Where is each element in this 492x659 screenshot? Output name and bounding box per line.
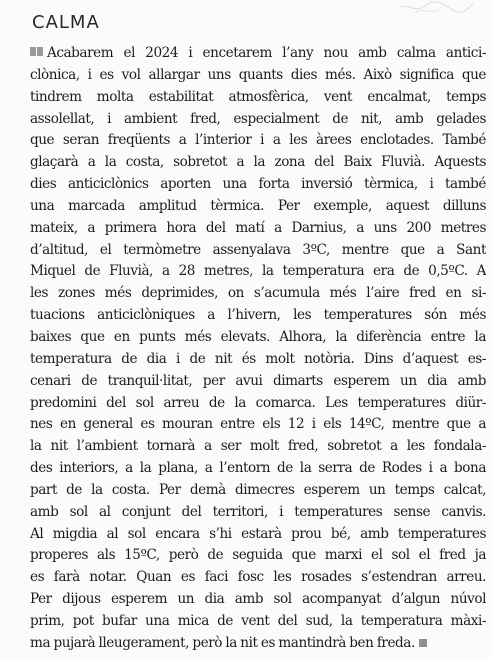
article-line: cenari de tranquil·litat, per avui dimarts esperem un dia amb [30, 372, 486, 389]
article-line: des interiors, a la plana, a l’entorn de la serra de Rodes i a bona [30, 460, 486, 477]
article-line: la nit l’ambient tornarà a ser molt fred, sobretot a les fondala- [30, 438, 486, 455]
article-line: prim, pot bufar una mica de vent del sud, la temperatura màxi- [30, 612, 486, 629]
article-line: assolellat, i ambient fred, especialment de nit, amb gelades [30, 110, 486, 127]
paragraph-start-marker [30, 47, 43, 56]
article-line: amb sol al conjunt del territori, i temperatures sense canvis. [30, 503, 486, 520]
print-smudge-graphic [395, 0, 475, 16]
article-line: les zones més deprimides, on s’acumula més l’aire fred en si- [30, 285, 486, 302]
article-line: clònica, i es vol allargar uns quants dies més. Això significa que [30, 66, 486, 83]
article-line: ma pujarà lleugerament, però la nit es mantindrà ben freda. [30, 633, 486, 655]
article-line: tindrem molta estabilitat atmosfèrica, vent encalmat, temps [30, 88, 486, 105]
article-line: mateix, a primera hora del matí a Darnius, a uns 200 metres [30, 219, 486, 236]
article-line: una marcada amplitud tèrmica. Per exemple, aquest dilluns [30, 197, 486, 214]
article-line: que seran freqüents a l’interior i a les àrees enclotades. També [30, 132, 486, 149]
article-line: Al migdia al sol encara s’hi estarà prou bé, amb temperatures [30, 525, 486, 542]
article-line: d’altitud, el termòmetre assenyalava 3ºC, mentre que a Sant [30, 241, 486, 258]
article-line: glaçarà a la costa, sobretot a la zona del Baix Fluvià. Aquests [30, 154, 486, 171]
article-line: part de la costa. Per demà dimecres esperem un temps calcat, [30, 481, 486, 498]
article-headline: CALMA [32, 12, 100, 33]
article-line: Per dijous esperem un dia amb sol acompanyat d’algun núvol [30, 591, 486, 608]
article-line: nes en general es mouran entre els 12 i els 14ºC, mentre que a [30, 416, 486, 433]
article-body [30, 43, 486, 655]
article-line: predomini del sol arreu de la comarca. Les temperatures diür- [30, 394, 486, 411]
article-line: baixes que en punts més elevats. Alhora, la diferència entre la [30, 328, 486, 345]
article-line: Miquel de Fluvià, a 28 metres, la temperatura era de 0,5ºC. A [30, 263, 486, 280]
article-line: Acabarem el 2024 i encetarem l’any nou amb calma antici- [30, 43, 486, 65]
article-line: temperatura de dia i de nit és molt notòria. Dins d’aquest es- [30, 350, 486, 367]
article-line: properes als 15ºC, però de seguida que marxi el sol el fred ja [30, 547, 486, 564]
article-line: es farà notar. Quan es faci fosc les rosades s’estendran arreu. [30, 569, 486, 586]
article-end-marker [419, 639, 427, 647]
article-line: tuacions anticiclòniques a l’hivern, les temperatures són més [30, 307, 486, 324]
article-line: dies anticiclònics aporten una forta inversió tèrmica, i també [30, 176, 486, 193]
